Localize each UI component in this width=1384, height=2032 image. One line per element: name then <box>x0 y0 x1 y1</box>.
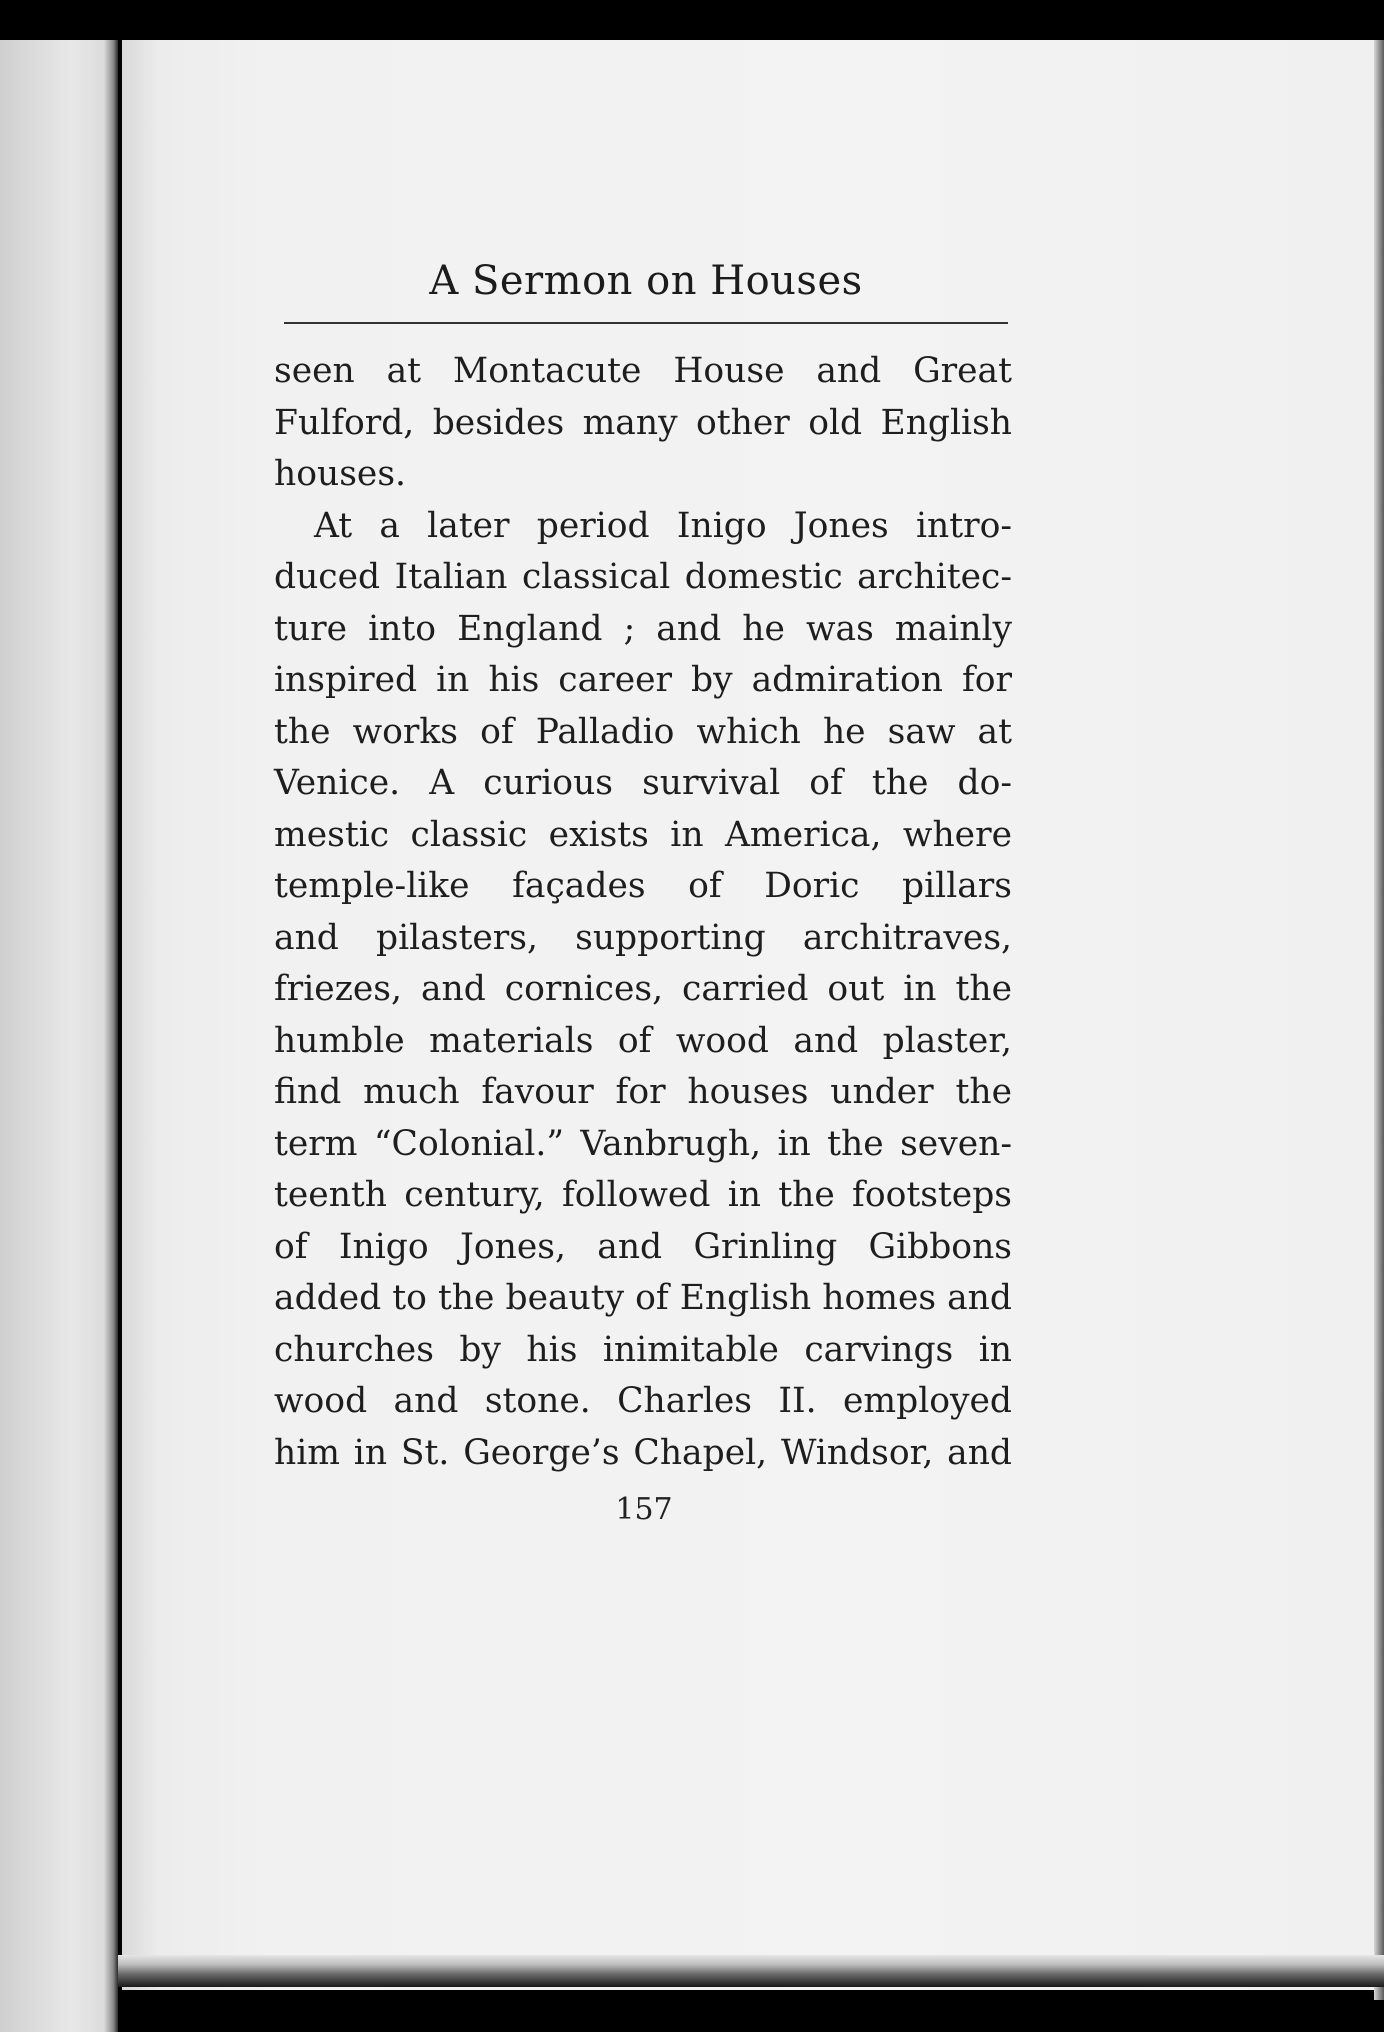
facing-page-edge <box>0 40 118 2032</box>
text-line: inspired in his career by admiration for <box>274 660 1012 700</box>
text-line: of Inigo Jones, and Grinling Gibbons <box>274 1226 1012 1267</box>
text-line: Venice. A curious survival of the do- <box>274 763 1012 803</box>
running-head-rule <box>284 322 1008 324</box>
text-line: and pilasters, supporting architraves, <box>274 917 1012 958</box>
text-line: At a later period Inigo Jones intro- <box>314 505 1012 546</box>
text-line: ture into England ; and he was mainly <box>274 608 1012 649</box>
text-line: mestic classic exists in America, where <box>274 814 1012 855</box>
page-bottom-edge <box>118 1955 1384 1987</box>
text-line: churches by his inimitable carvings in <box>274 1329 1012 1370</box>
text-line: friezes, and cornices, carried out in the <box>274 969 1012 1009</box>
text-line: term “Colonial.” Vanbrugh, in the seven- <box>274 1123 1012 1164</box>
text-line: Fulford, besides many other old English <box>274 402 1012 443</box>
text-line: temple-like façades of Doric pillars <box>274 866 1012 906</box>
page-right-shadow <box>1374 40 1384 2000</box>
text-line: duced Italian classical domestic architec- <box>274 557 1012 597</box>
page-number: 157 <box>615 1492 673 1527</box>
text-line: seen at Montacute House and Great <box>274 351 1012 391</box>
text-line: find much favour for houses under the <box>274 1072 1012 1112</box>
text-line: the works of Palladio which he saw at <box>274 711 1012 752</box>
text-line: him in St. George’s Chapel, Windsor, and <box>274 1432 1012 1473</box>
text-line: wood and stone. Charles II. employed <box>274 1381 1012 1421</box>
body-text <box>274 346 1012 1479</box>
text-line: houses. <box>274 454 407 494</box>
text-line: teenth century, followed in the footsteps <box>274 1175 1012 1215</box>
text-line: humble materials of wood and plaster, <box>274 1020 1012 1061</box>
running-head: A Sermon on Houses <box>429 258 863 304</box>
text-line: added to the beauty of English homes and <box>274 1278 1012 1318</box>
